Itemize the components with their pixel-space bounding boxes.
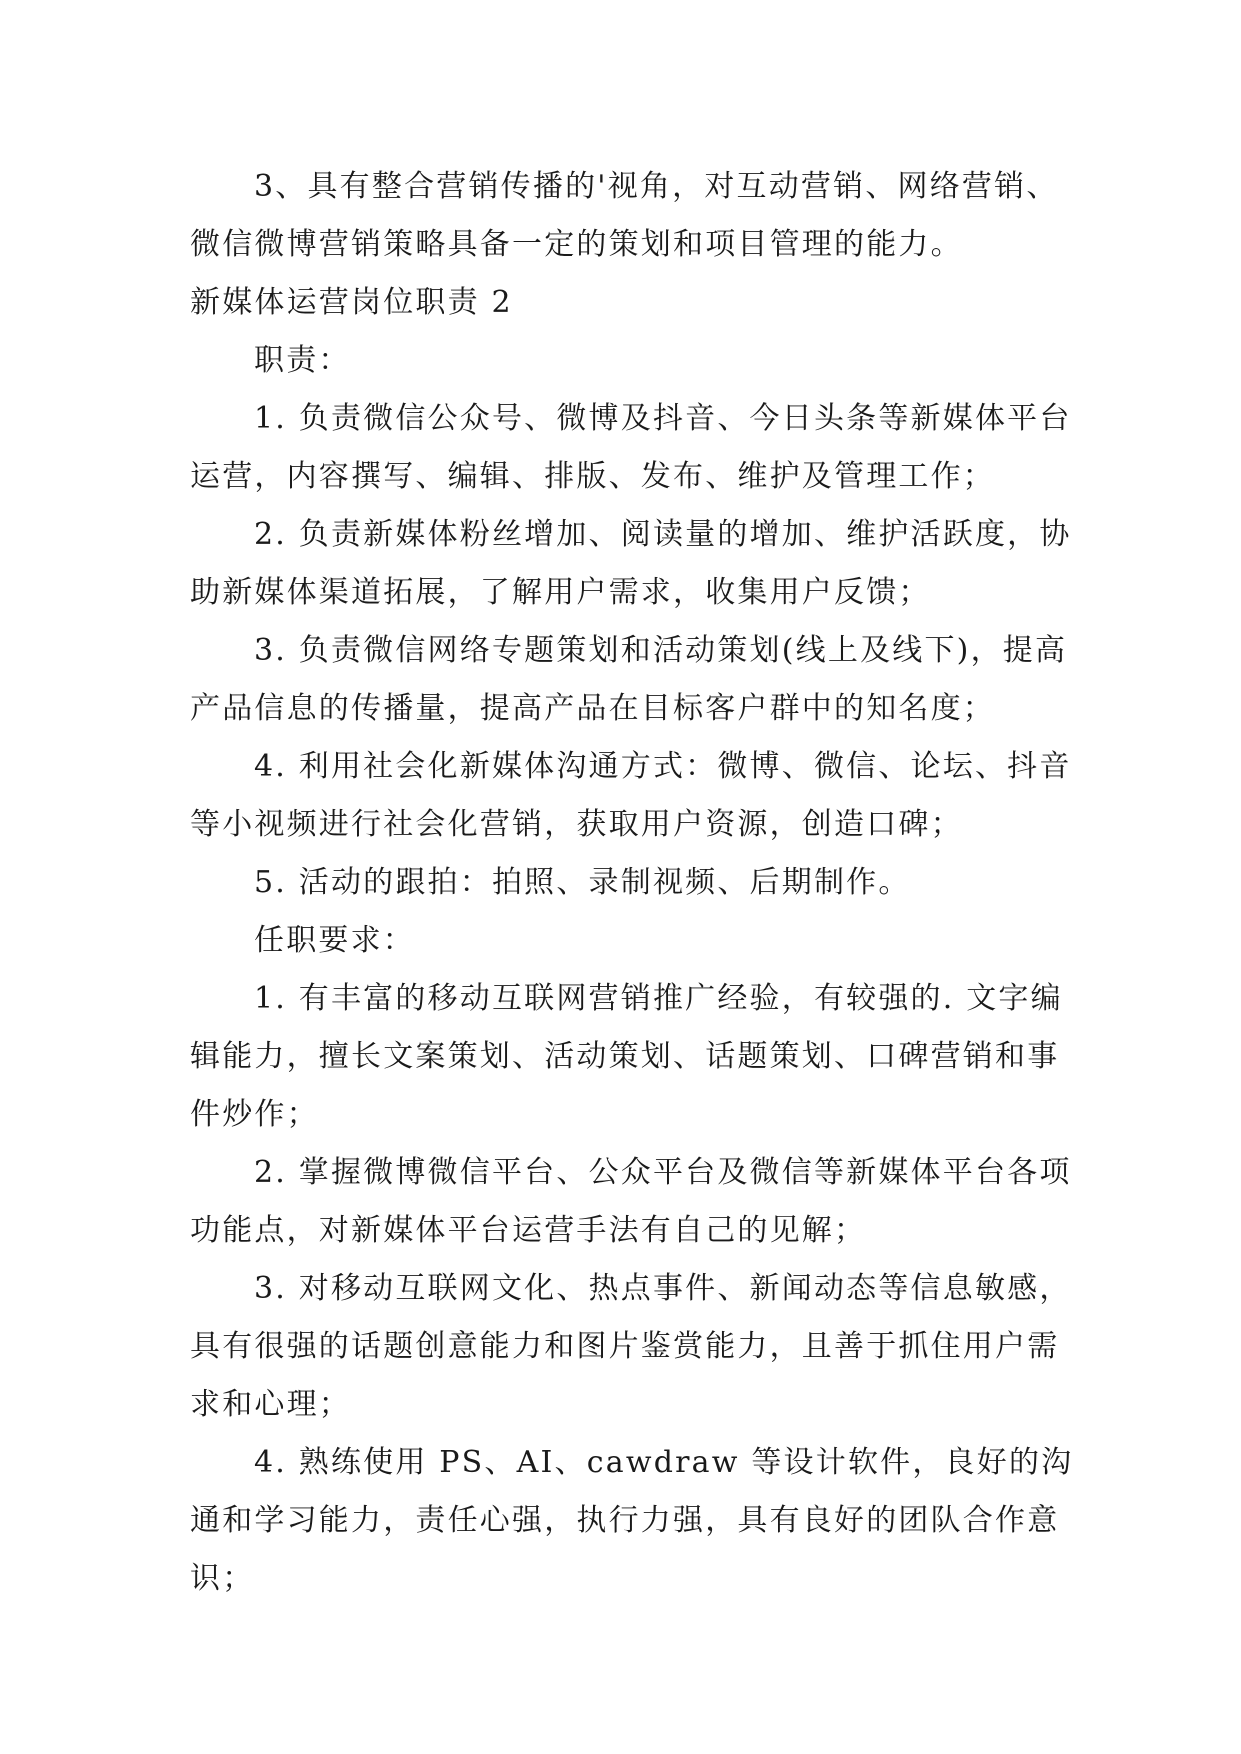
section-heading-duties-2: 新媒体运营岗位职责 2 <box>190 285 513 320</box>
paragraph-duties-label: 职责： <box>254 343 351 378</box>
paragraph-requirement-2: 2. 掌握微博微信平台、公众平台及微信等新媒体平台各项功能点，对新媒体平台运营手法有自己的见解； <box>190 1155 1072 1248</box>
paragraph-duty-2: 2. 负责新媒体粉丝增加、阅读量的增加、维护活跃度，协助新媒体渠道拓展，了解用户需求，收集用户反馈； <box>190 517 1072 610</box>
paragraph-duty-1: 1. 负责微信公众号、微博及抖音、今日头条等新媒体平台运营，内容撰写、编辑、排版、发布、维护及管理工作； <box>190 401 1072 494</box>
paragraph-requirements-label: 任职要求： <box>254 923 415 958</box>
paragraph-duty-5: 5. 活动的跟拍：拍照、录制视频、后期制作。 <box>254 865 911 900</box>
paragraph-requirement-3: 3. 对移动互联网文化、热点事件、新闻动态等信息敏感，具有很强的话题创意能力和图片鉴赏能力，且善于抓住用户需求和心理； <box>190 1271 1072 1422</box>
paragraph-duty-4: 4. 利用社会化新媒体沟通方式：微博、微信、论坛、抖音等小视频进行社会化营销，获取用户资源，创造口碑； <box>190 749 1072 842</box>
paragraph-integrated-marketing: 3、具有整合营销传播的'视角，对互动营销、网络营销、微信微博营销策略具备一定的策划和项目管理的能力。 <box>190 169 1059 262</box>
paragraph-duty-3: 3. 负责微信网络专题策划和活动策划(线上及线下)，提高产品信息的传播量，提高产品在目标客户群中的知名度； <box>190 633 1068 726</box>
paragraph-requirement-1: 1. 有丰富的移动互联网营销推广经验，有较强的. 文字编辑能力，擅长文案策划、活动策划、话题策划、口碑营销和事件炒作； <box>190 981 1063 1132</box>
paragraph-requirement-4: 4. 熟练使用 PS、AI、cawdraw 等设计软件，良好的沟通和学习能力，责任心强，执行力强，具有良好的团队合作意识； <box>190 1445 1074 1596</box>
document-body <box>190 158 1080 1608</box>
